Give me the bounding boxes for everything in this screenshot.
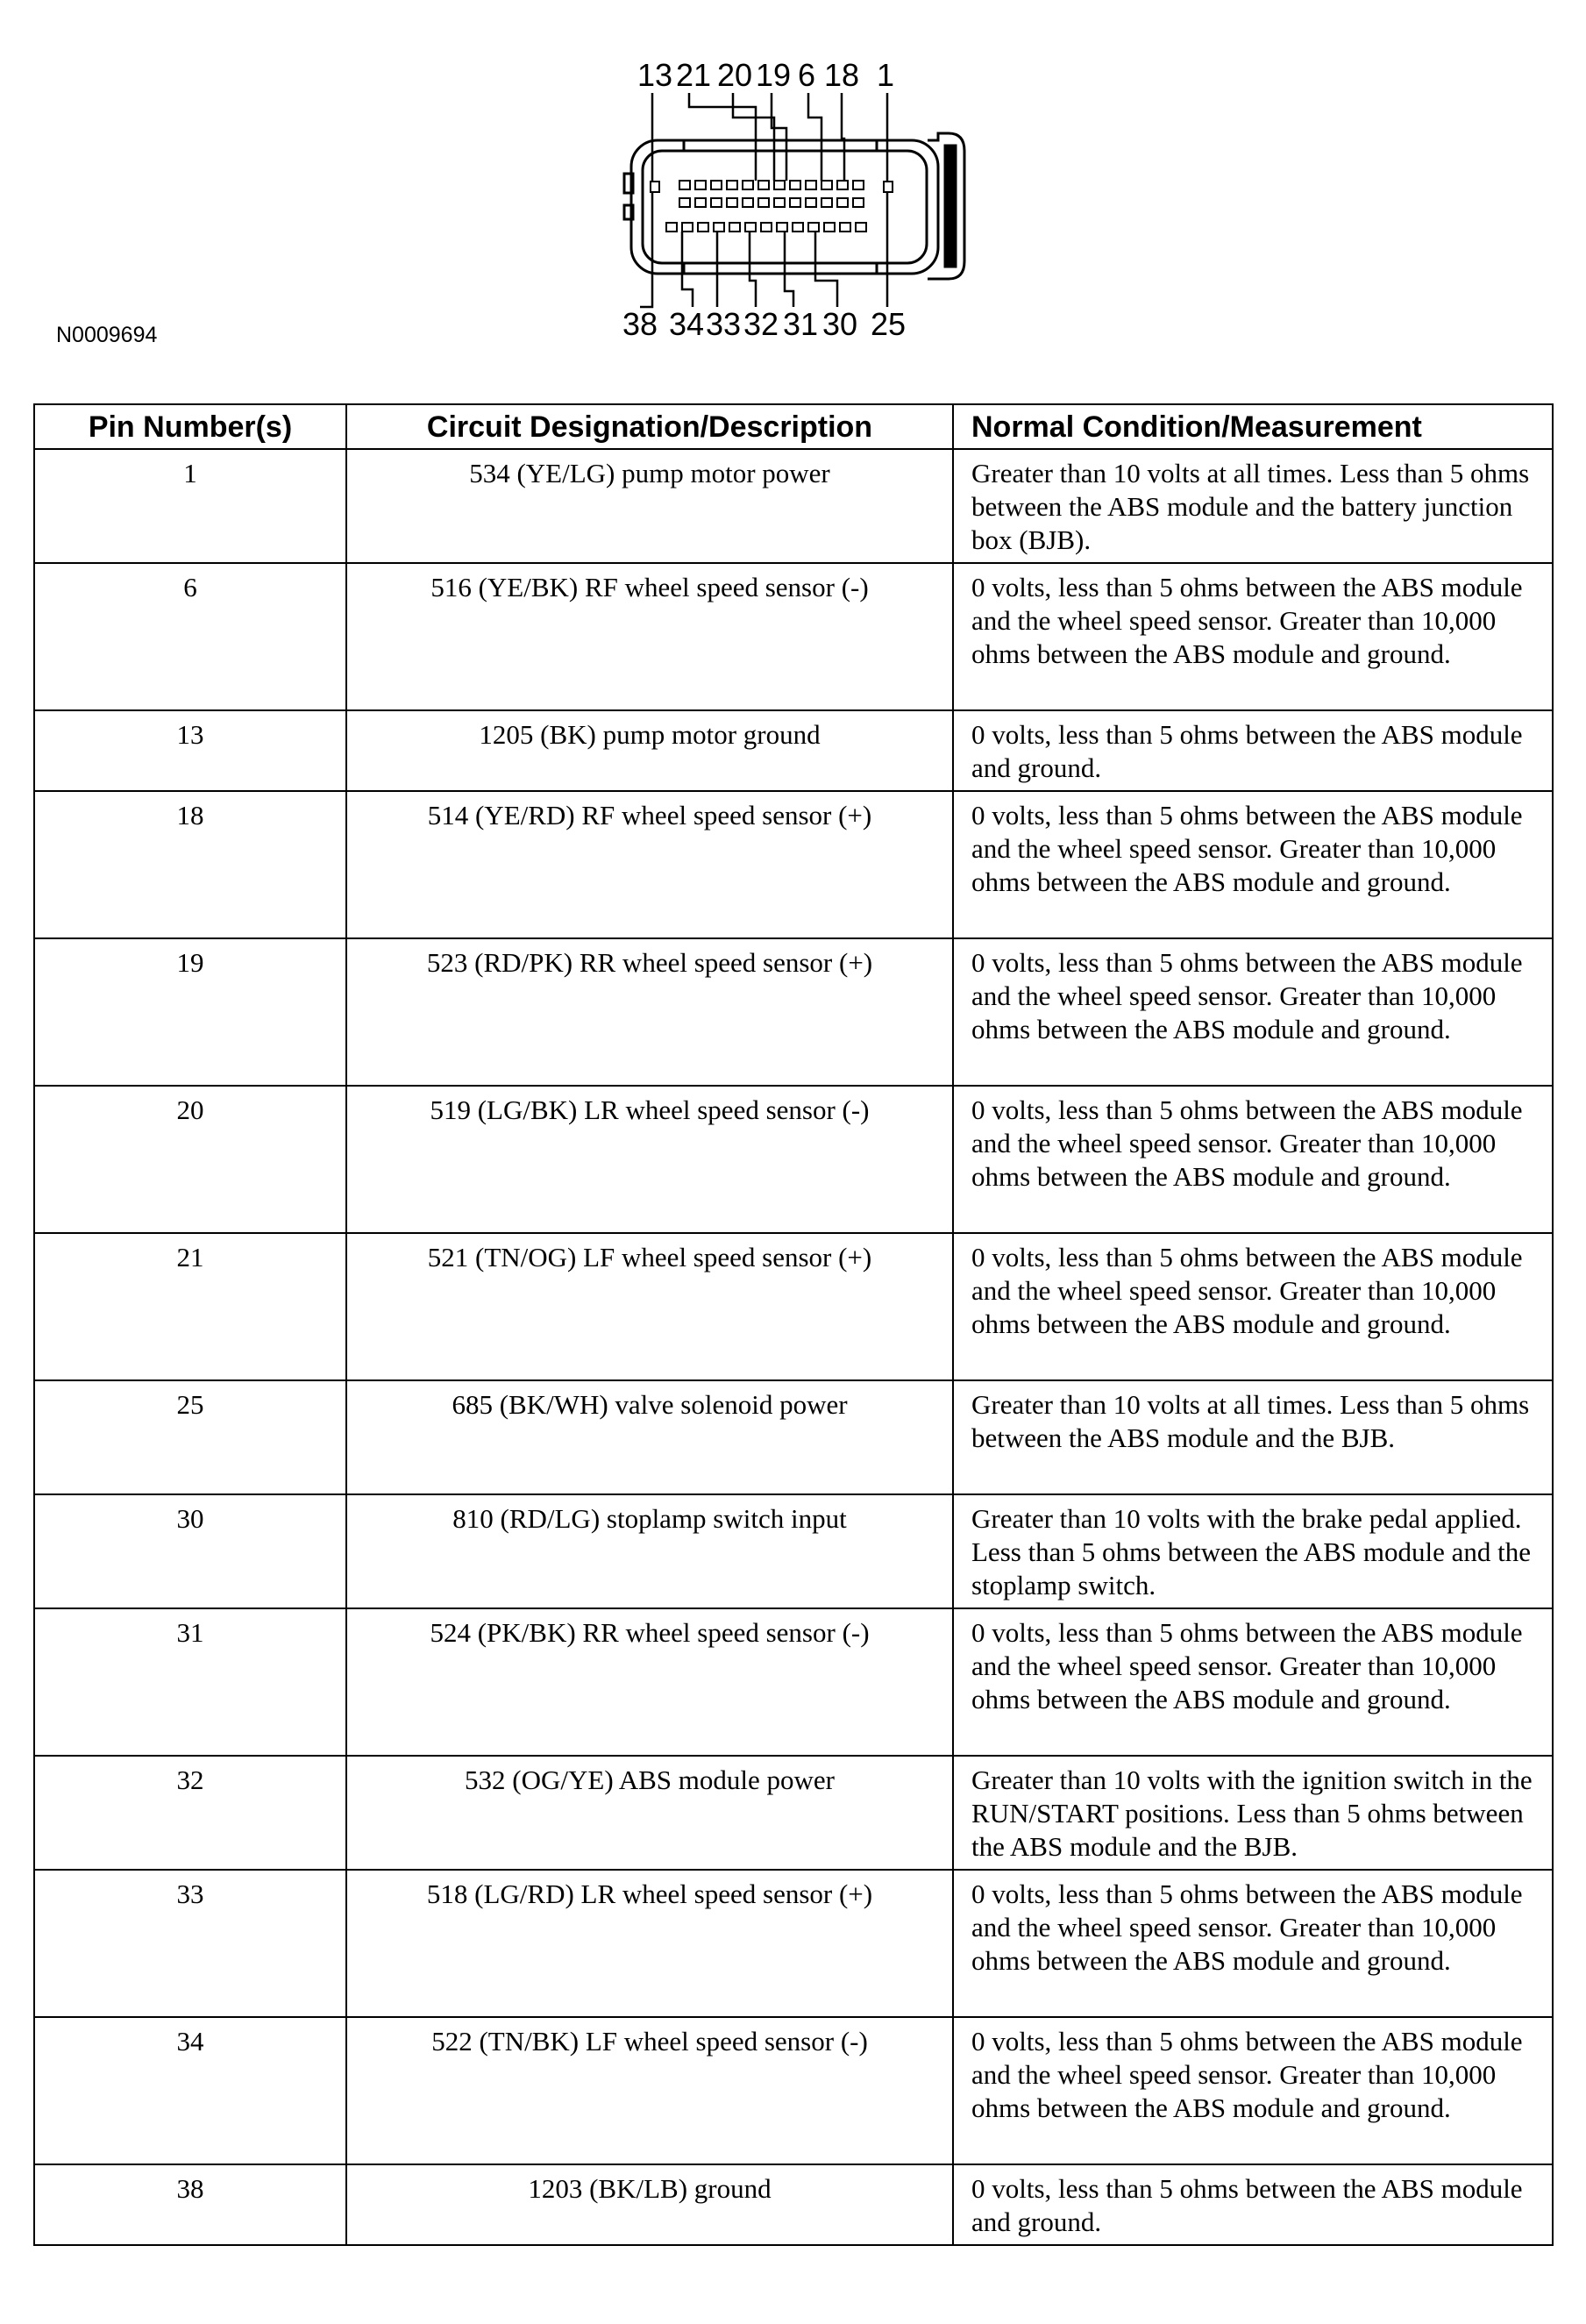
table-row [34,1494,1553,1608]
circuit-cell: 514 (YE/RD) RF wheel speed sensor (+) [346,791,953,938]
condition-cell: 0 volts, less than 5 ohms between the ABS module and ground. [953,2164,1553,2245]
table-row [34,2164,1553,2245]
pin-label-21: 21 [676,57,712,93]
table-row [34,1086,1553,1233]
circuit-cell: 1205 (BK) pump motor ground [346,710,953,791]
table-row [34,2017,1553,2164]
condition-cell: 0 volts, less than 5 ohms between the ABS module and the wheel speed sensor. Greater than 10,000 ohms between the ABS module and ground. [953,1086,1553,1233]
condition-cell: 0 volts, less than 5 ohms between the ABS module and the wheel speed sensor. Greater than 10,000 ohms between the ABS module and ground. [953,1870,1553,2017]
condition-cell: 0 volts, less than 5 ohms between the ABS module and the wheel speed sensor. Greater than 10,000 ohms between the ABS module and ground. [953,938,1553,1086]
table-row [34,1380,1553,1494]
pin-cell: 30 [34,1494,346,1608]
condition-cell: 0 volts, less than 5 ohms between the ABS module and the wheel speed sensor. Greater than 10,000 ohms between the ABS module and ground. [953,2017,1553,2164]
condition-cell: 0 volts, less than 5 ohms between the ABS module and the wheel speed sensor. Greater than 10,000 ohms between the ABS module and ground. [953,1233,1553,1380]
circuit-cell: 524 (PK/BK) RR wheel speed sensor (-) [346,1608,953,1756]
pin-label-32: 32 [743,306,779,342]
circuit-cell: 523 (RD/PK) RR wheel speed sensor (+) [346,938,953,1086]
table-row [34,563,1553,710]
table-row [34,1608,1553,1756]
condition-cell: 0 volts, less than 5 ohms between the ABS module and ground. [953,710,1553,791]
condition-cell: Greater than 10 volts with the brake pedal applied. Less than 5 ohms between the ABS module and the stoplamp switch. [953,1494,1553,1608]
pin-cell: 1 [34,449,346,563]
condition-cell: Greater than 10 volts at all times. Less than 5 ohms between the ABS module and the BJB. [953,1380,1553,1494]
figure-id: N0009694 [56,323,158,347]
circuit-cell: 521 (TN/OG) LF wheel speed sensor (+) [346,1233,953,1380]
table-row [34,710,1553,791]
pin-cell: 21 [34,1233,346,1380]
pin-cell: 31 [34,1608,346,1756]
condition-cell: 0 volts, less than 5 ohms between the ABS module and the wheel speed sensor. Greater than 10,000 ohms between the ABS module and ground. [953,1608,1553,1756]
table-row [34,791,1553,938]
condition-cell: 0 volts, less than 5 ohms between the ABS module and the wheel speed sensor. Greater than 10,000 ohms between the ABS module and ground. [953,791,1553,938]
pin-cell: 38 [34,2164,346,2245]
pin-cell: 13 [34,710,346,791]
table-row [34,1870,1553,2017]
circuit-cell: 519 (LG/BK) LR wheel speed sensor (-) [346,1086,953,1233]
pin-cell: 32 [34,1756,346,1870]
pin-label-13: 13 [637,57,673,93]
header-pin-number: Pin Number(s) [34,404,346,449]
header-condition: Normal Condition/Measurement [953,404,1553,449]
pin-cell: 33 [34,1870,346,2017]
pin-label-18: 18 [824,57,860,93]
pin-label-34: 34 [669,306,705,342]
circuit-cell: 518 (LG/RD) LR wheel speed sensor (+) [346,1870,953,2017]
pin-label-1: 1 [877,57,895,93]
pin-cell: 34 [34,2017,346,2164]
table-row [34,938,1553,1086]
table-header-row [34,404,1553,449]
circuit-cell: 534 (YE/LG) pump motor power [346,449,953,563]
circuit-cell: 532 (OG/YE) ABS module power [346,1756,953,1870]
pin-cell: 25 [34,1380,346,1494]
connector-figure [0,0,1586,368]
circuit-cell: 516 (YE/BK) RF wheel speed sensor (-) [346,563,953,710]
pinout-table [33,403,1554,2246]
pin-label-6: 6 [798,57,816,93]
table-row [34,1756,1553,1870]
circuit-cell: 522 (TN/BK) LF wheel speed sensor (-) [346,2017,953,2164]
header-circuit: Circuit Designation/Description [346,404,953,449]
circuit-cell: 685 (BK/WH) valve solenoid power [346,1380,953,1494]
pin-label-33: 33 [706,306,742,342]
pin-label-38: 38 [622,306,658,342]
circuit-cell: 810 (RD/LG) stoplamp switch input [346,1494,953,1608]
table-row [34,1233,1553,1380]
pin-label-19: 19 [756,57,792,93]
pin-cell: 18 [34,791,346,938]
pin-label-31: 31 [783,306,819,342]
condition-cell: Greater than 10 volts at all times. Less than 5 ohms between the ABS module and the battery junction box (BJB). [953,449,1553,563]
pin-cell: 20 [34,1086,346,1233]
condition-cell: Greater than 10 volts with the ignition switch in the RUN/START positions. Less than 5 ohms between the ABS module and the BJB. [953,1756,1553,1870]
table-row [34,449,1553,563]
pin-label-30: 30 [822,306,858,342]
pin-label-25: 25 [871,306,907,342]
condition-cell: 0 volts, less than 5 ohms between the ABS module and the wheel speed sensor. Greater than 10,000 ohms between the ABS module and ground. [953,563,1553,710]
circuit-cell: 1203 (BK/LB) ground [346,2164,953,2245]
pin-label-20: 20 [717,57,753,93]
pin-cell: 19 [34,938,346,1086]
pin-cell: 6 [34,563,346,710]
